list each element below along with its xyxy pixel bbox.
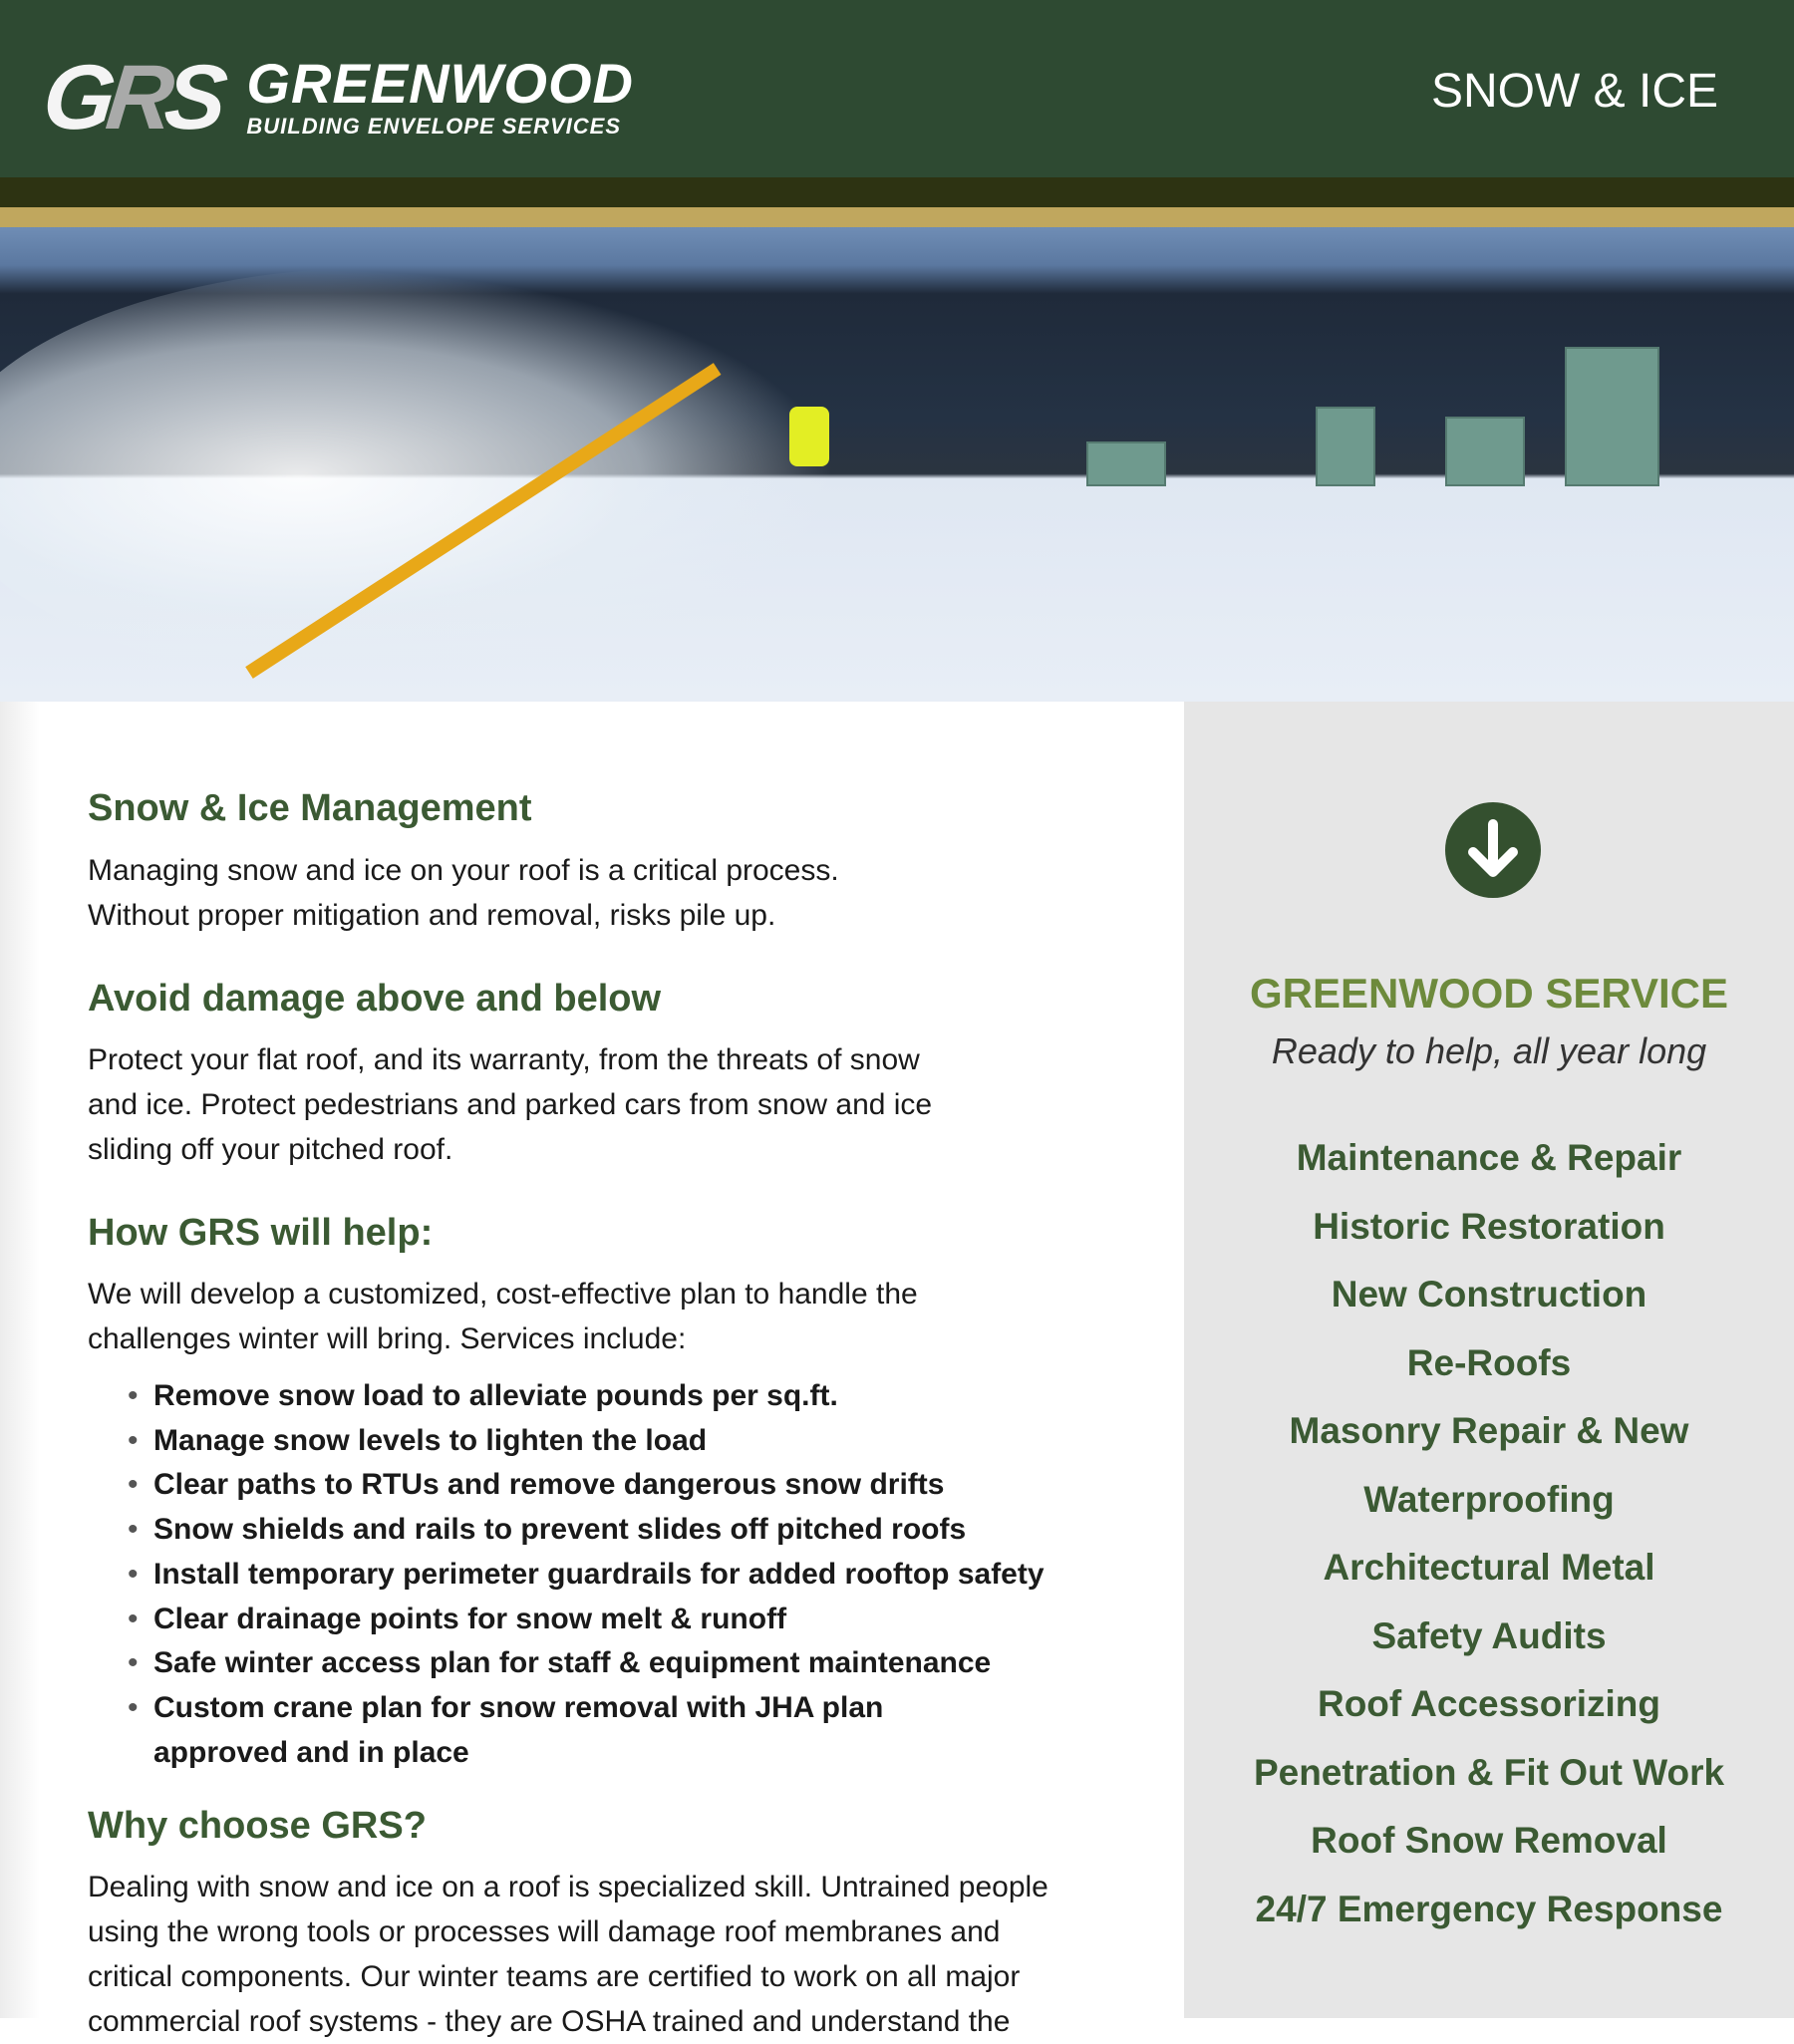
section-text: We will develop a customized, cost-effective plan to handle the challenges winter will bring. Services include:	[88, 1278, 918, 1355]
service-item: Roof Snow Removal	[1311, 1820, 1667, 1861]
list-item: • Custom crane plan for snow removal with JHA plan	[128, 1686, 1045, 1731]
service-item: Architectural Metal	[1323, 1547, 1655, 1588]
page-title: SNOW & ICE	[1430, 65, 1718, 118]
service-list	[1184, 1124, 1794, 1943]
service-item: Masonry Repair & New	[1289, 1410, 1689, 1451]
list-item: • Snow shields and rails to prevent slides off pitched roofs	[128, 1508, 1045, 1553]
brand-name: GREENWOOD	[246, 52, 634, 115]
list-item: • Remove snow load to alleviate pounds per sq.ft.	[128, 1374, 1045, 1419]
section-heading: How GRS will help:	[88, 1212, 434, 1254]
brand-subtitle: BUILDING ENVELOPE SERVICES	[246, 114, 622, 139]
section-heading: Why choose GRS?	[88, 1805, 427, 1847]
service-item: Historic Restoration	[1313, 1205, 1665, 1247]
list-item-continued: approved and in place	[153, 1735, 469, 1769]
list-item: • Install temporary perimeter guardrails for added rooftop safety	[128, 1553, 1045, 1598]
sidebar-title: GREENWOOD SERVICE	[1250, 970, 1728, 1017]
list-item: • Clear drainage points for snow melt & runoff	[128, 1598, 1045, 1642]
service-item: Penetration & Fit Out Work	[1253, 1751, 1725, 1793]
section-text: Dealing with snow and ice on a roof is specialized skill. Untrained people using the wrong tools or processes will damage roof membranes and critical components. Our winter teams are certified to work on all major commercial roof systems - they are OSHA trained and understand the	[88, 1871, 1048, 2038]
header	[0, 0, 1794, 177]
rooftop-unit	[1316, 407, 1375, 486]
logo-mark: GRS	[38, 47, 224, 148]
section-text: Managing snow and ice on your roof is a critical process. Without proper mitigation and removal, risks pile up.	[88, 854, 839, 932]
arrow-down-circle-icon	[1445, 802, 1541, 898]
sidebar-tagline: Ready to help, all year long	[1271, 1030, 1707, 1071]
rooftop-unit	[1086, 441, 1166, 486]
snow-spray	[0, 267, 837, 686]
list-item: • Clear paths to RTUs and remove dangerous snow drifts	[128, 1463, 1045, 1508]
service-item: Safety Audits	[1371, 1614, 1607, 1656]
service-item: Roof Accessorizing	[1317, 1683, 1661, 1724]
worker	[789, 407, 829, 466]
rooftop-unit	[1565, 347, 1659, 486]
logo[interactable]	[38, 47, 634, 148]
list-item: • Safe winter access plan for staff & equipment maintenance	[128, 1641, 1045, 1686]
header-strip	[0, 177, 1794, 207]
section-text: Protect your flat roof, and its warranty, from the threats of snow and ice. Protect pedestrians and parked cars from snow and ice sliding off your pitched roof.	[88, 1043, 933, 1166]
service-item: 24/7 Emergency Response	[1255, 1888, 1723, 1929]
service-item: New Construction	[1331, 1274, 1647, 1314]
section-heading: Snow & Ice Management	[88, 787, 532, 829]
service-item: Waterproofing	[1363, 1478, 1615, 1520]
services-list	[128, 1374, 1045, 1775]
service-item: Re-Roofs	[1406, 1341, 1572, 1383]
gold-divider	[0, 207, 1794, 227]
service-item: Maintenance & Repair	[1296, 1137, 1682, 1178]
rooftop-unit	[1445, 417, 1525, 486]
section-heading: Avoid damage above and below	[88, 978, 662, 1020]
hero-image	[0, 227, 1794, 702]
list-item: • Manage snow levels to lighten the load	[128, 1419, 1045, 1464]
